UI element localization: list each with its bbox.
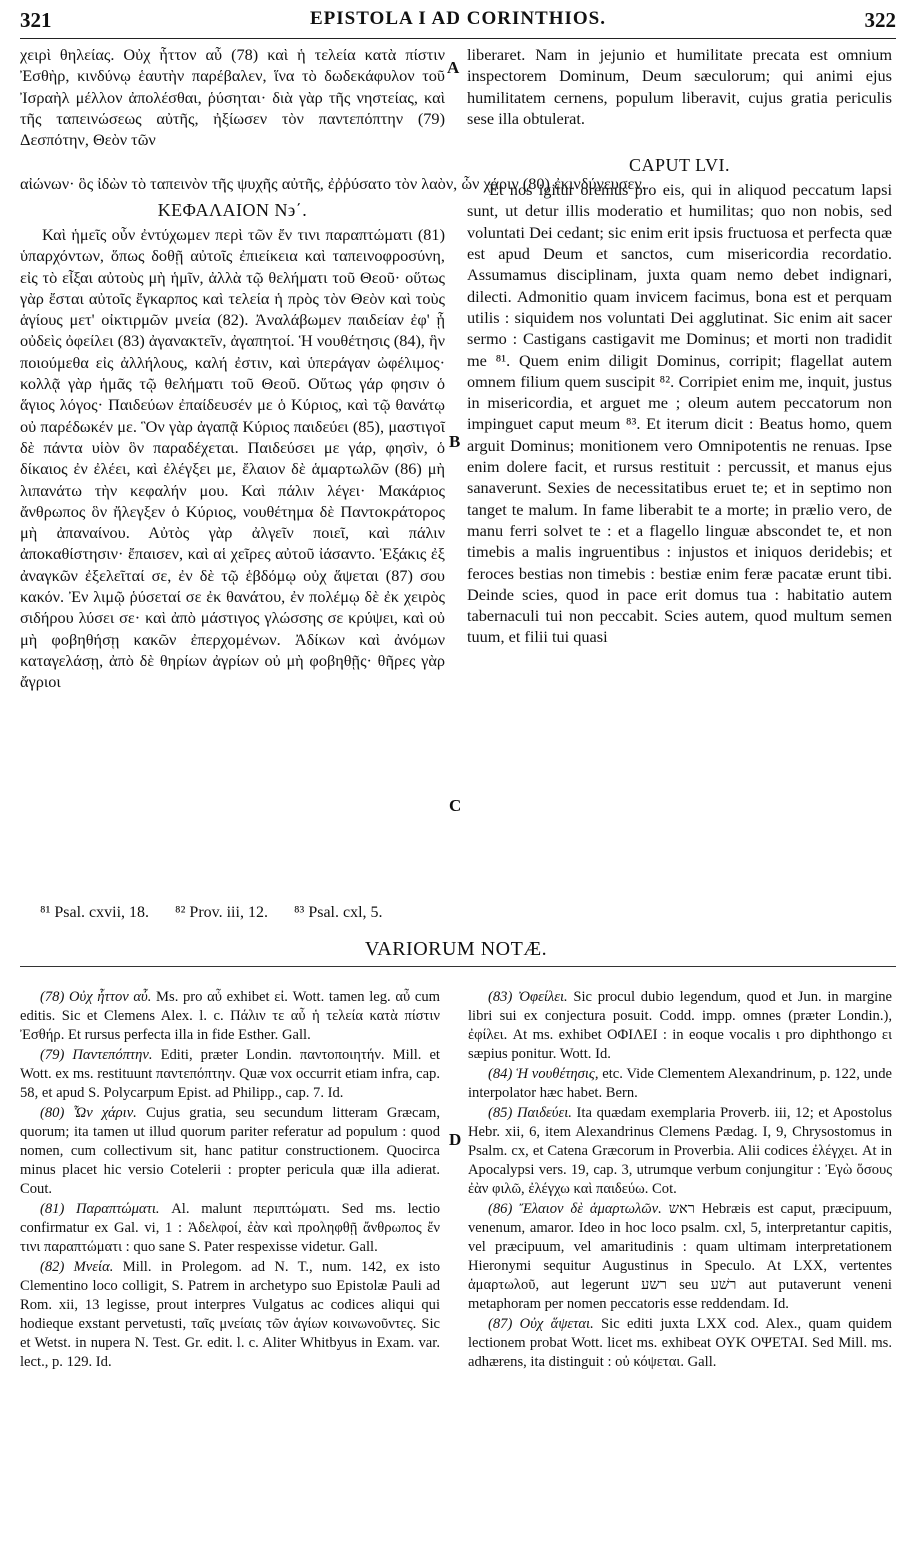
greek-text-lower — [20, 198, 445, 693]
running-head — [20, 8, 896, 36]
note-79 — [20, 1046, 440, 1103]
note-lemma: (82) Μνεία. — [40, 1259, 114, 1275]
note-lemma: (84) Ἡ νουθέτησις, — [488, 1066, 599, 1082]
page-number-left: 321 — [20, 8, 52, 32]
page-number-right: 322 — [864, 8, 896, 32]
note-lemma: (83) Ὀφείλει. — [488, 989, 568, 1005]
note-lemma: (80) Ὧν χάριν. — [40, 1105, 137, 1121]
latin-paragraph-lower: Et nos igitur oremus pro eis, qui in aliquod peccatum lapsi sunt, ut detur illis moderatio et humilitas; quo non nobis, sed voluntati Dei cedant; sic enim erit ipsis fructuosa et perfecta quæ est apud Deum et sanctos, cum misericordia recordatio. Assumamus disciplinam, juxta quam nemo debet indignari, dilecti. Admonitio quam invicem facimus, bona est et perquam utilis : siquidem nos voluntati Dei agglutinat. Sic enim ait sacer sermo : Castigans castigavit me Dominus; et morti non tradidit me ⁸¹. Quem enim diligit Dominus, corripit; flagellat autem omnem filium quem suscipit ⁸². Corripiet enim me, inquit, justus in misericordia, et arguet me ; oleum autem peccatorum non impinguet caput meum ⁸³. Et iterum dicit : Beatus homo, quem arguit Dominus; monitionem vero Omnipotentis ne renuas. Ipse enim dolere facit, et rursus restituit : percussit, et manus ejus sanaverunt. Sexies de necessitatibus eruet te; et in septimo non tanget te malum. In fame liberabit te a morte; in prælio vero, de manu ferri solvet te : et a flagello linguæ abscondet te, et non timebis a malis ingruentibus : injustos et iniquos deridebis; et feroces bestias non timebis : bestiæ enim feræ pacatæ erunt tibi. Deinde scies, quod in pace erit domus tua : habitatio autem tabernaculi tui non peccabit. Scies autem, quod multum semen tuum, et filii tui quasi — [467, 180, 892, 647]
scripture-ref: ⁸³ Psal. cxl, 5. — [293, 904, 383, 921]
note-text: Sic procul dubio legendum, quod et Jun. in margine libri sui ex conjectura posuit. Codd. impp. omnes (præter Londin.), ἐφίλει. At ms. exhibet ΟΦΙΛΕΙ : in eoque vocalis ι pro diphthongo ει sæpius ponitur. Wott. Id. — [468, 989, 892, 1062]
note-87 — [468, 1315, 892, 1372]
note-text: Cujus gratia, seu secundum litteram Græcam, quorum; ita tamen ut illud quorum pariter referatur ad populum : quod nomen, cum collectivum sit, hanc patitur constructionem. Quocirca minus placet hic versio Cotelerii : propter pericula quæ illa adierat. Cout. — [20, 1105, 440, 1197]
margin-letter-c: C — [449, 796, 462, 815]
header-rule — [20, 38, 896, 39]
note-lemma: (86) Ἔλαιον δὲ ἁμαρτωλῶν. — [488, 1201, 662, 1217]
note-lemma: (81) Παραπτώματι. — [40, 1201, 160, 1217]
notes-rule — [20, 966, 896, 967]
greek-full-width-line: αἰώνων· ὃς ἰδὼν τὸ ταπεινὸν τῆς ψυχῆς αὐτῆς, ἐῤῥύσατο τὸν λαὸν, ὧν χάριν (80) ἐκινδύνευσεν. — [20, 174, 646, 193]
notes-column-right — [468, 988, 892, 1373]
scripture-ref: ⁸² Prov. iii, 12. — [175, 904, 268, 921]
note-text: Mill. in Prolegom. ad N. T., num. 142, ex isto Clementino loco colligit, S. Patrem in archetypo suo Epistolæ Pauli ad Rom. xii, 13 legisse, prout interpres Vulgatus ac codices aliqui qui hodieque exstant pervetusti, ταῖς μνείαις τῶν ἁγίων κοινωνοῦντες. Sic et Wetst. in nupera N. Test. Gr. edit. l. c. Aliter Whitbyus in Exam. var. lect., p. 129. Id. — [20, 1259, 440, 1370]
greek-paragraph-lower: Καὶ ἡμεῖς οὖν ἐντύχωμεν περὶ τῶν ἔν τινι παραπτώματι (81) ὑπαρχόντων, ὅπως δοθῇ αὐτοῖς ἐπιείκεια καὶ ταπεινοφροσύνη, εἰς τὸ εἶξαι αὐτοὺς μὴ ἡμῖν, ἀλλὰ τῷ θελήματι τοῦ Θεοῦ· οὕτως γὰρ ἔσται αὐτοῖς ἔγκαρπος καὶ τελεία ἡ πρὸς τὸν Θεὸν καὶ τοὺς ἁγίους μετ' οἰκτιρμῶν μνεία (82). Ἀναλάβωμεν παιδείαν ἐφ' ᾗ οὐδεὶς ὀφείλει (83) ἀγανακτεῖν, ἀγαπητοί. Ἡ νουθέτησις (84), ἣν ποιούμεθα εἰς ἀλλήλους, καλή ἐστιν, καὶ ὑπεράγαν ὠφέλιμος· κολλᾷ γὰρ ἡμᾶς τῷ θελήματι τοῦ Θεοῦ. Οὕτως γάρ φησιν ὁ ἅγιος λόγος· Παιδεύων ἐπαίδευσέν με ὁ Κύριος, καὶ τῷ θανάτῳ οὐ παρέδωκέν με. Ὃν γὰρ ἀγαπᾷ Κύριος παιδεύει (85), μαστιγοῖ δὲ πάντα υἱὸν ὃν παραδέχεται. Παιδεύσει με γάρ, φησὶν, ὁ δίκαιος ἐν ἐλέει, καὶ ἐλέγξει με, ἔλαιον δὲ ἁμαρτωλῶν (86) μὴ λιπανάτω τὴν κεφαλήν μου. Καὶ πάλιν λέγει· Μακάριος ἄνθρωπος ὃν ἤλεγξεν ὁ Κύριος, νουθέτημα δὲ Παντοκράτορος μὴ ἀπαναίνου. Αὐτὸς γὰρ ἀλγεῖν ποιεῖ, καὶ πάλιν ἀποκαθίστησιν· ἔπαισεν, καὶ αἱ χεῖρες αὐτοῦ ἰάσαντο. Ἑξάκις ἐξ ἀναγκῶν ἐξελεῖταί σε, ἐν δὲ τῷ ἑβδόμῳ οὐχ ἅψεται (87) σου κακόν. Ἐν λιμῷ ῥύσεταί σε ἐκ θανάτου, ἐν πολέμῳ δὲ ἐκ χειρὸς σιδήρου λύσει σε· καὶ ἀπὸ μάστιγος γλώσσης σε κρύψει, καὶ οὐ μὴ φοβηθήσῃ κακῶν ἐπερχομένων. Ἀδίκων καὶ ἀνόμων καταγελάσῃ, ἀπὸ δὲ θηρίων ἀγρίων οὐ μὴ φοβηθῇς· θῆρες γὰρ ἄγριοι — [20, 225, 445, 692]
note-text: ראש Hebræis est caput, præcipuum, venenum, amaror. Ideo in hoc loco psalm. cxl, 5, interpretantur capitis, vel præcipuum, vel amaritudinis : quam ultimam interpretationem Hieronymi sequitur Augustinus in Speculo. At LXX, vertentes ἁμαρτωλοῦ, aut legerunt רשע seu רשׁע aut putaverunt veneni metaphoram per nomen peccatoris esse reddendam. Id. — [468, 1201, 892, 1312]
note-text: Ms. pro αὖ exhibet εἰ. Wott. tamen leg. αὖ cum editis. Sic et Clemens Alex. l. c. Πάλιν τε αὖ ἡ τελεία κατὰ πίστιν Ἐσθήρ. Et rursus perfecta illa in fide Esther. Gall. — [20, 989, 440, 1043]
note-86 — [468, 1200, 892, 1314]
note-83 — [468, 988, 892, 1064]
greek-chapter-title: ΚΕΦΑΛΑΙΟΝ Ν϶΄. — [157, 200, 308, 220]
running-title: EPISTOLA I AD CORINTHIOS. — [309, 8, 606, 29]
note-84 — [468, 1065, 892, 1103]
margin-letter-a: A — [447, 58, 460, 77]
latin-text — [467, 44, 892, 648]
note-lemma: (87) Οὐχ ἅψεται. — [488, 1316, 594, 1332]
note-text: Ita quædam exemplaria Proverb. iii, 12; et Apostolus Hebr. xii, 6, item Alexandrinus Clemens Pædag. I, 9, Chrysostomus in Psalm. cx, et Catena Græcorum in Proverbia. Alii codices ἐλέγχει. At in Apocalypsi vers. 19, cap. 3, utrumque verbum conjungitur : Ἐγὼ ὅσους ἐὰν φιλῶ, ἐλέγχω καὶ παιδεύω. Cot. — [468, 1105, 892, 1197]
note-81 — [20, 1200, 440, 1257]
greek-text-upper — [20, 44, 445, 150]
note-85 — [468, 1104, 892, 1199]
notes-column-left — [20, 988, 440, 1373]
margin-letter-d: D — [449, 1130, 462, 1149]
note-text: etc. Vide Clementem Alexandrinum, p. 122, unde interpolator hæc habet. Bern. — [468, 1066, 892, 1101]
note-78 — [20, 988, 440, 1045]
note-text: Al. malunt περιπτώματι. Sed ms. lectio confirmatur ex Gal. vi, 1 : Ἀδελφοί, ἐὰν καὶ προληφθῇ ἄνθρωπος ἔν τινι παραπτώματι : quo sane S. Pater respexisse videtur. Gall. — [20, 1201, 440, 1255]
note-lemma: (85) Παιδεύει. — [488, 1105, 572, 1121]
latin-paragraph-upper: liberaret. Nam in jejunio et humilitate precata est omnium inspectorem Dominum, Deum sæculorum; qui animi ejus humilitatem cernens, populum liberavit, cujus gratia periculis sese illa obtulerat. — [467, 45, 892, 128]
note-text: Editi, præter Londin. παντοποιητήν. Mill. et Wott. ex ms. restituunt παντεπόπτην. Quæ vox occurrit etiam infra, cap. 58, et apud S. Polycarpum Epist. ad Philipp., cap. 7. Id. — [20, 1047, 440, 1101]
scripture-references — [40, 904, 405, 922]
latin-chapter-title: CAPUT LVI. — [628, 155, 731, 176]
note-82 — [20, 1258, 440, 1372]
note-text: Sic editi juxta LXX cod. Alex., quam quidem lectionem probat Wott. licet ms. exhibeat ΟΥΚ ΟΨΕΤΑΙ. Sed Mill. ms. adhærens, ita distinguit : οὐ κόψεται. Gall. — [468, 1316, 892, 1370]
note-lemma: (79) Παντεπόπτην. — [40, 1047, 153, 1063]
margin-letter-b: B — [449, 432, 461, 451]
note-lemma: (78) Οὐχ ἧττον αὖ. — [40, 989, 152, 1005]
note-80 — [20, 1104, 440, 1199]
greek-paragraph-upper: χειρὶ θηλείας. Οὐχ ἧττον αὖ (78) καὶ ἡ τελεία κατὰ πίστιν Ἐσθὴρ, κινδύνῳ ἑαυτὴν παρέβαλεν, ἵνα τὸ δωδεκάφυλον τοῦ Ἰσραὴλ μέλλον ἀπολέσθαι, ῥύσηται· διὰ γὰρ τῆς νηστείας, καὶ τῆς ταπεινώσεως αὐτῆς, ἠξίωσεν τὸν παντεπόπτην (79) Δεσπότην, Θεὸν τῶν — [20, 45, 445, 150]
variorum-notes-title: VARIORUM NOTÆ. — [364, 938, 548, 960]
scripture-ref: ⁸¹ Psal. cxvii, 18. — [40, 904, 150, 921]
